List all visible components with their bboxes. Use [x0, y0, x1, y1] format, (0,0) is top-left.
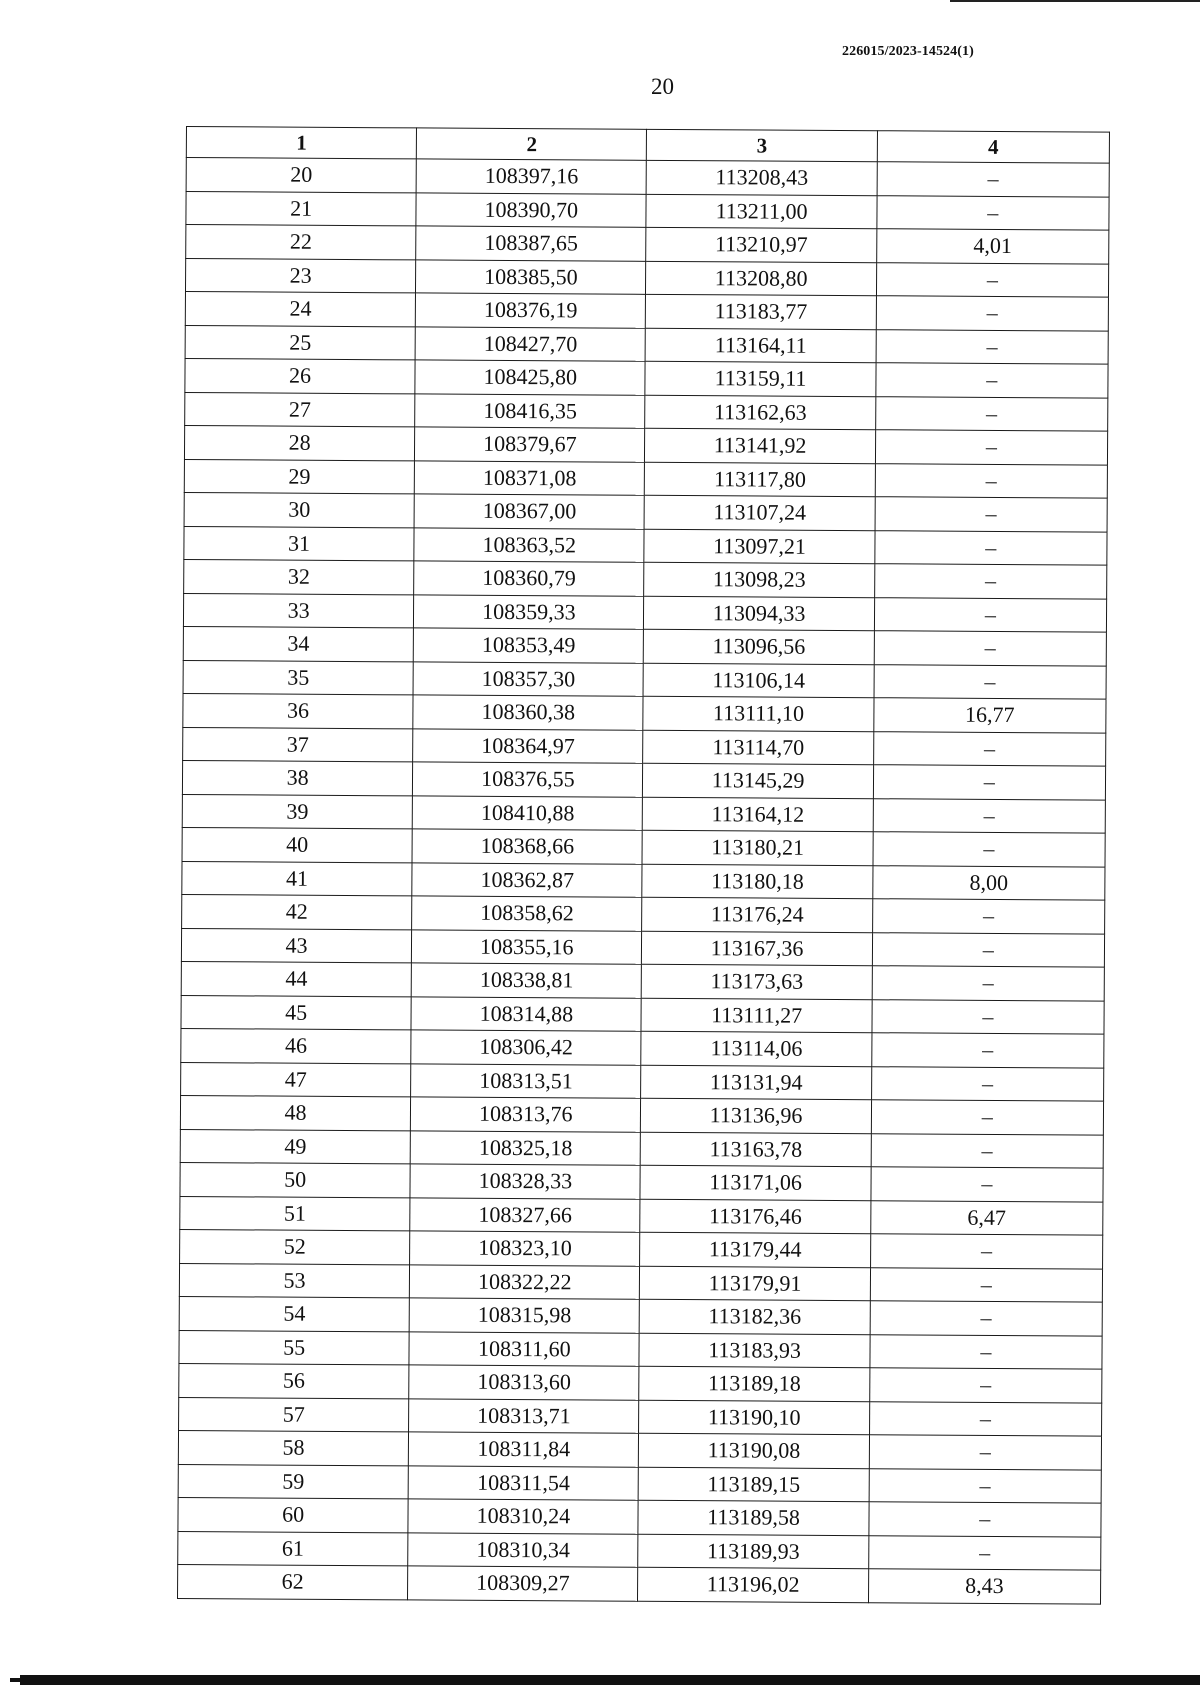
point-number-cell: 30 [184, 492, 414, 527]
y-coordinate-cell: 113208,80 [646, 261, 876, 296]
x-coordinate-cell: 108379,67 [415, 427, 645, 462]
y-coordinate-cell: 113182,36 [640, 1299, 870, 1334]
table-row [180, 1095, 1103, 1134]
y-coordinate-cell: 113210,97 [646, 227, 876, 262]
point-number-cell: 45 [181, 995, 411, 1030]
x-coordinate-cell: 108385,50 [416, 259, 646, 294]
column-header-4: 4 [877, 131, 1109, 163]
x-coordinate-cell: 108315,98 [409, 1298, 639, 1333]
y-coordinate-cell: 113189,58 [638, 1500, 868, 1535]
y-coordinate-cell: 113211,00 [646, 194, 876, 229]
point-number-cell: 54 [179, 1296, 409, 1331]
distance-cell: 4,01 [876, 229, 1108, 264]
table-row [181, 995, 1104, 1034]
x-coordinate-cell: 108387,65 [416, 226, 646, 261]
point-number-cell: 20 [186, 158, 416, 193]
x-coordinate-cell: 108353,49 [413, 628, 643, 663]
point-number-cell: 38 [182, 760, 412, 795]
coordinates-table-container [177, 126, 1110, 1604]
point-number-cell: 60 [178, 1497, 408, 1532]
y-coordinate-cell: 113094,33 [644, 596, 874, 631]
y-coordinate-cell: 113131,94 [641, 1065, 871, 1100]
x-coordinate-cell: 108376,19 [416, 293, 646, 328]
x-coordinate-cell: 108338,81 [411, 963, 641, 998]
point-number-cell: 52 [180, 1229, 410, 1264]
column-header-1: 1 [186, 127, 416, 159]
x-coordinate-cell: 108313,60 [409, 1365, 639, 1400]
x-coordinate-cell: 108355,16 [412, 929, 642, 964]
table-row [185, 392, 1108, 431]
table-row [180, 1196, 1103, 1235]
y-coordinate-cell: 113196,02 [638, 1567, 868, 1602]
distance-cell: – [870, 1334, 1102, 1369]
y-coordinate-cell: 113180,21 [642, 830, 872, 865]
distance-cell: – [873, 832, 1105, 867]
x-coordinate-cell: 108309,27 [408, 1566, 638, 1601]
table-row [185, 358, 1108, 397]
distance-cell: – [871, 1100, 1103, 1135]
table-row [183, 693, 1106, 732]
y-coordinate-cell: 113183,93 [639, 1333, 869, 1368]
point-number-cell: 23 [185, 258, 415, 293]
table-row [185, 258, 1108, 297]
table-body [178, 158, 1110, 1604]
distance-cell: – [868, 1535, 1100, 1570]
table-row [183, 626, 1106, 665]
distance-cell: 16,77 [874, 698, 1106, 733]
distance-cell: – [870, 1301, 1102, 1336]
distance-cell: – [869, 1502, 1101, 1537]
x-coordinate-cell: 108328,33 [410, 1164, 640, 1199]
x-coordinate-cell: 108322,22 [410, 1264, 640, 1299]
point-number-cell: 28 [184, 425, 414, 460]
table-row [182, 861, 1105, 900]
x-coordinate-cell: 108325,18 [410, 1130, 640, 1165]
point-number-cell: 59 [178, 1464, 408, 1499]
y-coordinate-cell: 113171,06 [640, 1165, 870, 1200]
bottom-scan-edge [20, 1675, 1200, 1685]
distance-cell: – [872, 932, 1104, 967]
distance-cell: – [872, 899, 1104, 934]
distance-cell: – [873, 765, 1105, 800]
y-coordinate-cell: 113136,96 [641, 1098, 871, 1133]
table-row [180, 1229, 1103, 1268]
x-coordinate-cell: 108313,71 [409, 1398, 639, 1433]
column-header-2: 2 [417, 128, 647, 160]
x-coordinate-cell: 108376,55 [413, 762, 643, 797]
table-row [186, 158, 1109, 197]
table-row [182, 760, 1105, 799]
x-coordinate-cell: 108313,76 [411, 1097, 641, 1132]
distance-cell: – [872, 999, 1104, 1034]
point-number-cell: 33 [183, 593, 413, 628]
table-row [182, 827, 1105, 866]
x-coordinate-cell: 108360,79 [414, 561, 644, 596]
y-coordinate-cell: 113141,92 [645, 428, 875, 463]
y-coordinate-cell: 113176,46 [640, 1199, 870, 1234]
y-coordinate-cell: 113111,27 [641, 998, 871, 1033]
point-number-cell: 49 [180, 1129, 410, 1164]
table-row [178, 1531, 1101, 1570]
table-row [178, 1464, 1101, 1503]
x-coordinate-cell: 108311,54 [408, 1465, 638, 1500]
y-coordinate-cell: 113179,44 [640, 1232, 870, 1267]
y-coordinate-cell: 113167,36 [642, 931, 872, 966]
distance-cell: – [876, 296, 1108, 331]
distance-cell: 6,47 [870, 1200, 1102, 1235]
point-number-cell: 32 [184, 559, 414, 594]
x-coordinate-cell: 108310,24 [408, 1499, 638, 1534]
y-coordinate-cell: 113179,91 [640, 1266, 870, 1301]
point-number-cell: 21 [186, 191, 416, 226]
y-coordinate-cell: 113098,23 [644, 562, 874, 597]
table-row [182, 894, 1105, 933]
point-number-cell: 39 [182, 794, 412, 829]
table-row [179, 1397, 1102, 1436]
point-number-cell: 57 [179, 1397, 409, 1432]
y-coordinate-cell: 113111,10 [643, 696, 873, 731]
y-coordinate-cell: 113189,15 [639, 1467, 869, 1502]
table-row [183, 593, 1106, 632]
x-coordinate-cell: 108311,60 [409, 1331, 639, 1366]
distance-cell: – [876, 363, 1108, 398]
distance-cell: – [877, 195, 1109, 230]
distance-cell: – [874, 631, 1106, 666]
table-row [182, 794, 1105, 833]
distance-cell: – [869, 1401, 1101, 1436]
point-number-cell: 48 [180, 1095, 410, 1130]
x-coordinate-cell: 108416,35 [415, 393, 645, 428]
x-coordinate-cell: 108310,34 [408, 1532, 638, 1567]
point-number-cell: 35 [183, 660, 413, 695]
y-coordinate-cell: 113208,43 [647, 160, 877, 195]
x-coordinate-cell: 108306,42 [411, 1030, 641, 1065]
y-coordinate-cell: 113189,18 [639, 1366, 869, 1401]
point-number-cell: 56 [179, 1363, 409, 1398]
table-row [184, 459, 1107, 498]
x-coordinate-cell: 108314,88 [411, 996, 641, 1031]
table-row [186, 191, 1109, 230]
y-coordinate-cell: 113145,29 [643, 763, 873, 798]
distance-cell: – [874, 664, 1106, 699]
x-coordinate-cell: 108363,52 [414, 527, 644, 562]
point-number-cell: 24 [185, 291, 415, 326]
distance-cell: – [876, 329, 1108, 364]
table-row [184, 492, 1107, 531]
distance-cell: – [875, 497, 1107, 532]
coordinates-table [177, 126, 1110, 1604]
y-coordinate-cell: 113096,56 [644, 629, 874, 664]
table-row [179, 1330, 1102, 1369]
point-number-cell: 46 [181, 1028, 411, 1063]
table-row [178, 1497, 1101, 1536]
table-row [179, 1296, 1102, 1335]
point-number-cell: 44 [181, 961, 411, 996]
point-number-cell: 26 [185, 358, 415, 393]
y-coordinate-cell: 113173,63 [642, 964, 872, 999]
distance-cell: – [875, 430, 1107, 465]
point-number-cell: 22 [186, 225, 416, 260]
distance-cell: – [871, 1033, 1103, 1068]
y-coordinate-cell: 113159,11 [645, 361, 875, 396]
x-coordinate-cell: 108358,62 [412, 896, 642, 931]
table-row [180, 1129, 1103, 1168]
point-number-cell: 40 [182, 827, 412, 862]
y-coordinate-cell: 113164,12 [643, 797, 873, 832]
y-coordinate-cell: 113097,21 [644, 529, 874, 564]
page-number: 20 [651, 74, 674, 99]
table-row [179, 1363, 1102, 1402]
x-coordinate-cell: 108390,70 [416, 192, 646, 227]
distance-cell: – [877, 162, 1109, 197]
x-coordinate-cell: 108357,30 [413, 661, 643, 696]
point-number-cell: 61 [178, 1531, 408, 1566]
x-coordinate-cell: 108323,10 [410, 1231, 640, 1266]
table-row [178, 1430, 1101, 1469]
y-coordinate-cell: 113114,06 [641, 1031, 871, 1066]
x-coordinate-cell: 108410,88 [412, 795, 642, 830]
x-coordinate-cell: 108425,80 [415, 360, 645, 395]
table-row [181, 1028, 1104, 1067]
table-row [180, 1162, 1103, 1201]
y-coordinate-cell: 113190,08 [639, 1433, 869, 1468]
table-row [183, 727, 1106, 766]
point-number-cell: 58 [178, 1430, 408, 1465]
x-coordinate-cell: 108368,66 [412, 829, 642, 864]
distance-cell: – [870, 1234, 1102, 1269]
distance-cell: – [871, 1167, 1103, 1202]
table-row [185, 325, 1108, 364]
point-number-cell: 34 [183, 626, 413, 661]
y-coordinate-cell: 113163,78 [641, 1132, 871, 1167]
distance-cell: – [876, 262, 1108, 297]
table-row [184, 559, 1107, 598]
x-coordinate-cell: 108367,00 [414, 494, 644, 529]
distance-cell: – [873, 798, 1105, 833]
distance-cell: – [869, 1368, 1101, 1403]
distance-cell: – [869, 1468, 1101, 1503]
point-number-cell: 36 [183, 693, 413, 728]
point-number-cell: 27 [185, 392, 415, 427]
x-coordinate-cell: 108359,33 [414, 594, 644, 629]
point-number-cell: 41 [182, 861, 412, 896]
y-coordinate-cell: 113117,80 [645, 462, 875, 497]
x-coordinate-cell: 108327,66 [410, 1197, 640, 1232]
point-number-cell: 47 [181, 1062, 411, 1097]
table-row [181, 1062, 1104, 1101]
distance-cell: – [870, 1267, 1102, 1302]
table-row [181, 961, 1104, 1000]
x-coordinate-cell: 108313,51 [411, 1063, 641, 1098]
table-row [184, 526, 1107, 565]
document-number: 226015/2023-14524(1) [842, 44, 974, 59]
distance-cell: – [872, 966, 1104, 1001]
point-number-cell: 31 [184, 526, 414, 561]
distance-cell: – [871, 1133, 1103, 1168]
y-coordinate-cell: 113189,93 [638, 1534, 868, 1569]
x-coordinate-cell: 108397,16 [416, 159, 646, 194]
point-number-cell: 42 [182, 894, 412, 929]
y-coordinate-cell: 113190,10 [639, 1400, 869, 1435]
y-coordinate-cell: 113164,11 [646, 328, 876, 363]
x-coordinate-cell: 108364,97 [413, 728, 643, 763]
table-row [181, 928, 1104, 967]
y-coordinate-cell: 113106,14 [643, 663, 873, 698]
point-number-cell: 51 [180, 1196, 410, 1231]
table-row [186, 225, 1109, 264]
table-row [183, 660, 1106, 699]
y-coordinate-cell: 113176,24 [642, 897, 872, 932]
distance-cell: – [869, 1435, 1101, 1470]
distance-cell: – [875, 530, 1107, 565]
y-coordinate-cell: 113107,24 [645, 495, 875, 530]
point-number-cell: 43 [181, 928, 411, 963]
point-number-cell: 37 [183, 727, 413, 762]
distance-cell: 8,00 [872, 865, 1104, 900]
x-coordinate-cell: 108427,70 [415, 326, 645, 361]
x-coordinate-cell: 108371,08 [414, 460, 644, 495]
table-row [184, 425, 1107, 464]
column-header-3: 3 [647, 129, 877, 161]
point-number-cell: 25 [185, 325, 415, 360]
top-edge-rule [950, 0, 1200, 2]
table-row [179, 1263, 1102, 1302]
y-coordinate-cell: 113183,77 [646, 294, 876, 329]
point-number-cell: 50 [180, 1162, 410, 1197]
y-coordinate-cell: 113114,70 [643, 730, 873, 765]
y-coordinate-cell: 113162,63 [645, 395, 875, 430]
distance-cell: – [873, 731, 1105, 766]
table-row [178, 1564, 1101, 1603]
distance-cell: – [875, 463, 1107, 498]
distance-cell: – [871, 1066, 1103, 1101]
table-row [185, 291, 1108, 330]
point-number-cell: 53 [179, 1263, 409, 1298]
point-number-cell: 29 [184, 459, 414, 494]
x-coordinate-cell: 108362,87 [412, 862, 642, 897]
distance-cell: – [874, 564, 1106, 599]
distance-cell: – [875, 396, 1107, 431]
point-number-cell: 62 [178, 1564, 408, 1599]
point-number-cell: 55 [179, 1330, 409, 1365]
distance-cell: 8,43 [868, 1569, 1100, 1604]
y-coordinate-cell: 113180,18 [642, 864, 872, 899]
x-coordinate-cell: 108311,84 [409, 1432, 639, 1467]
x-coordinate-cell: 108360,38 [413, 695, 643, 730]
distance-cell: – [874, 597, 1106, 632]
